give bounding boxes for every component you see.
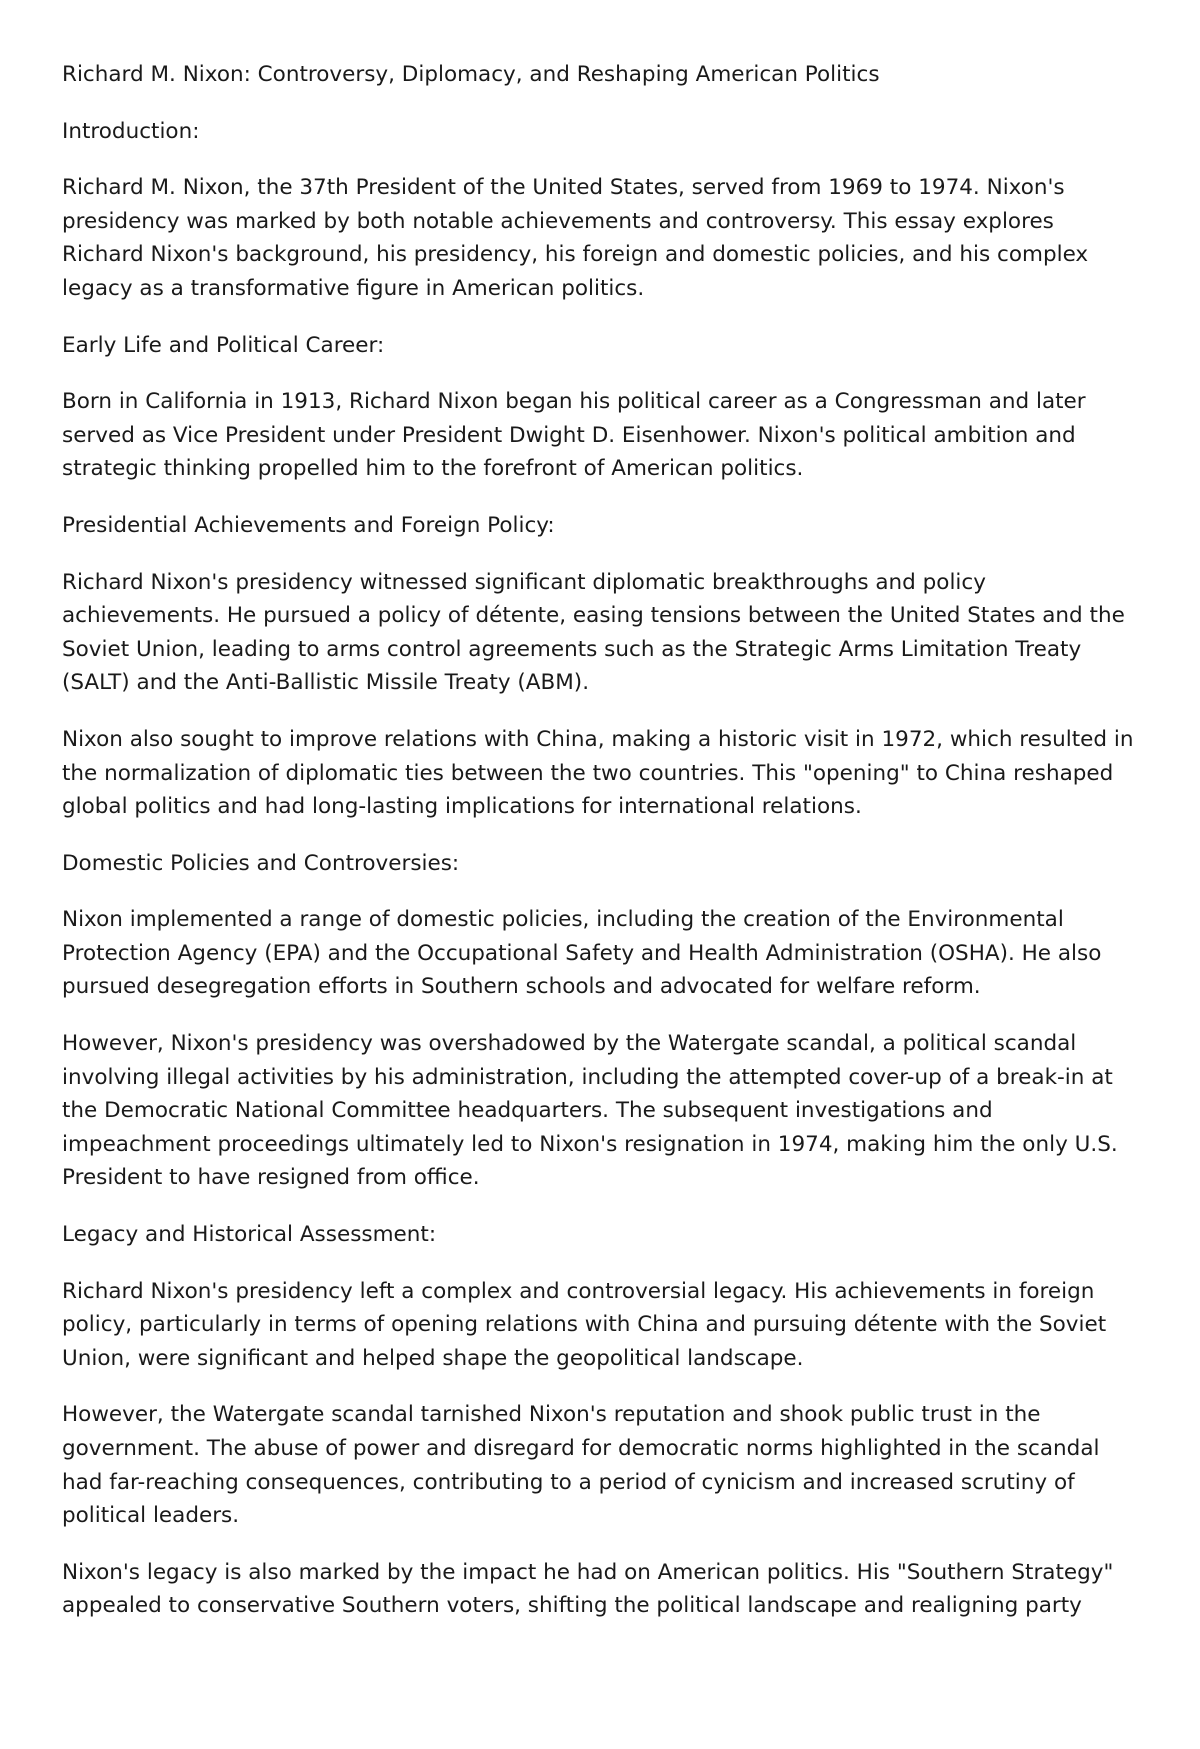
section-heading-legacy: Legacy and Historical Assessment: bbox=[62, 1222, 437, 1248]
section-heading-introduction: Introduction: bbox=[62, 118, 200, 144]
paragraph-foreign-policy-detente: Richard Nixon's presidency witnessed significant diplomatic breakthroughs and policy achievements. He pursued a policy of détente, easing tensions between the United States and the Soviet Union, leading to arms control agreements such as the Strategic Arms Limitation Treaty (SALT) and the Anti-Ballistic Missile Treaty (ABM). bbox=[62, 569, 1125, 696]
section-heading-foreign-policy: Presidential Achievements and Foreign Policy: bbox=[62, 512, 555, 538]
paragraph-watergate: However, Nixon's presidency was overshadowed by the Watergate scandal, a political scandal involving illegal activities by his administration, including the attempted cover-up of a break-in at the Democratic National Committee headquarters. The subsequent investigations and impeachment proceedings ultimately led to Nixon's resignation in 1974, making him the only U.S. President to have resigned from office. bbox=[62, 1031, 1118, 1191]
paragraph-early-life: Born in California in 1913, Richard Nixon began his political career as a Congressman and later served as Vice President under President Dwight D. Eisenhower. Nixon's political ambition and strategic thinking propelled him to the forefront of American politics. bbox=[62, 389, 1086, 482]
paragraph-domestic-policies: Nixon implemented a range of domestic policies, including the creation of the Environmental Protection Agency (EPA) and the Occupational Safety and Health Administration (OSHA). He also pursued desegregation efforts in Southern schools and advocated for welfare reform. bbox=[62, 907, 1102, 1000]
section-heading-early-life: Early Life and Political Career: bbox=[62, 332, 385, 358]
paragraph-legacy-southern-strategy: Nixon's legacy is also marked by the impact he had on American politics. His "Southern Strategy" appealed to conservative Southern voters, shifting the political landscape and realigning party bbox=[62, 1559, 1114, 1619]
paragraph-introduction: Richard M. Nixon, the 37th President of the United States, served from 1969 to 1974. Nixon's presidency was marked by both notable achievements and controversy. This essay explores Richard Nixon's background, his presidency, his foreign and domestic policies, and his complex legacy as a transformative figure in American politics. bbox=[62, 175, 1089, 301]
paragraph-legacy-complex: Richard Nixon's presidency left a complex and controversial legacy. His achievements in foreign policy, particularly in terms of opening relations with China and pursuing détente with the Soviet Union, were significant and helped shape the geopolitical landscape. bbox=[62, 1278, 1107, 1371]
document-title: Richard M. Nixon: Controversy, Diplomacy, and Reshaping American Politics bbox=[62, 62, 880, 87]
section-heading-domestic-policies: Domestic Policies and Controversies: bbox=[62, 850, 460, 876]
paragraph-legacy-watergate: However, the Watergate scandal tarnished Nixon's reputation and shook public trust in the government. The abuse of power and disregard for democratic norms highlighted in the scandal had far-reaching consequences, contributing to a period of cynicism and increased scrutiny of political leaders. bbox=[62, 1402, 1100, 1529]
document-page bbox=[62, 58, 1142, 1646]
paragraph-foreign-policy-china: Nixon also sought to improve relations with China, making a historic visit in 1972, which resulted in the normalization of diplomatic ties between the two countries. This "opening" to China reshaped global politics and had long-lasting implications for international relations. bbox=[62, 726, 1134, 820]
